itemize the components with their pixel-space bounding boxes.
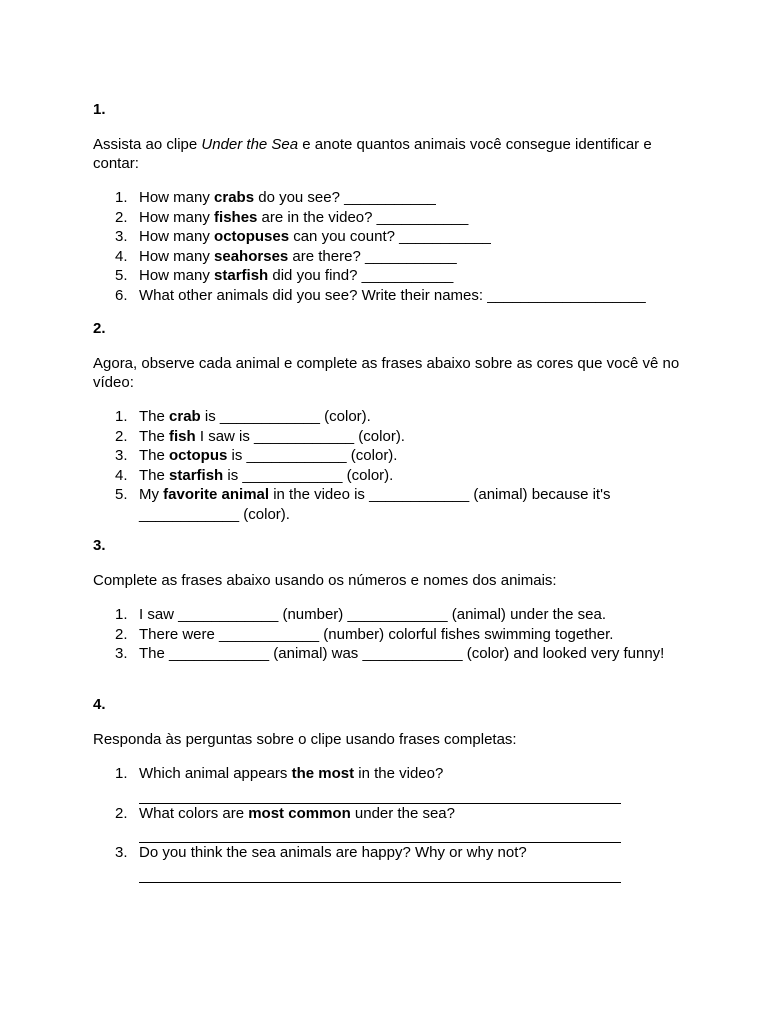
list-item: 4. How many seahorses are there? ___________: [115, 247, 457, 265]
list-item: 5. How many starfish did you find? ___________: [115, 267, 454, 284]
section-1: [93, 101, 693, 305]
list-item: 3. The octopus is ____________ (color).: [115, 447, 398, 464]
section-4: [93, 696, 693, 883]
answer-line[interactable]: [139, 823, 621, 843]
list-item: 4. The starfish is ____________ (color).: [115, 466, 394, 484]
section-2: [93, 320, 693, 524]
section-3: [93, 537, 693, 664]
answer-line[interactable]: [139, 784, 621, 804]
question-list: [93, 188, 693, 305]
list-item: 1. Which animal appears the most in the video?: [93, 764, 693, 804]
list-item: 3. The ____________ (animal) was ____________ (color) and looked very funny!: [115, 645, 665, 662]
list-item: 6. What other animals did you see? Write their names: ___________________: [115, 286, 646, 304]
section-intro: Agora, observe cada animal e complete as frases abaixo sobre as cores que você vê no vídeo:: [93, 355, 680, 391]
list-item: 2. The fish I saw is ____________ (color).: [115, 427, 405, 445]
list-item: 1. The crab is ____________ (color).: [115, 408, 371, 425]
section-number: 1.: [93, 101, 106, 118]
list-item: 3. Do you think the sea animals are happy? Why or why not?: [93, 843, 693, 883]
list-item: 2. How many fishes are in the video? ___________: [115, 208, 469, 226]
section-number: 4.: [93, 696, 106, 713]
section-intro: Assista ao clipe Under the Sea e anote quantos animais você consegue identificar e contar:: [93, 136, 652, 172]
section-number: 2.: [93, 320, 106, 337]
list-item: 1. I saw ____________ (number) ____________ (animal) under the sea.: [115, 606, 606, 623]
list-item: 3. How many octopuses can you count? ___________: [115, 228, 491, 245]
list-item: 2. What colors are most common under the sea?: [93, 804, 693, 844]
question-list: [93, 764, 693, 883]
list-item: 5. My favorite animal in the video is ____________ (animal) because it's ____________ (color).: [115, 486, 611, 523]
list-item: 2. There were ____________ (number) colorful fishes swimming together.: [115, 625, 614, 643]
answer-line[interactable]: [139, 863, 621, 883]
list-item: 1. How many crabs do you see? ___________: [115, 189, 436, 206]
section-intro: Responda às perguntas sobre o clipe usando frases completas:: [93, 731, 517, 748]
question-list: [93, 407, 693, 524]
section-intro: Complete as frases abaixo usando os números e nomes dos animais:: [93, 572, 557, 589]
question-list: [93, 605, 693, 664]
section-number: 3.: [93, 537, 106, 554]
